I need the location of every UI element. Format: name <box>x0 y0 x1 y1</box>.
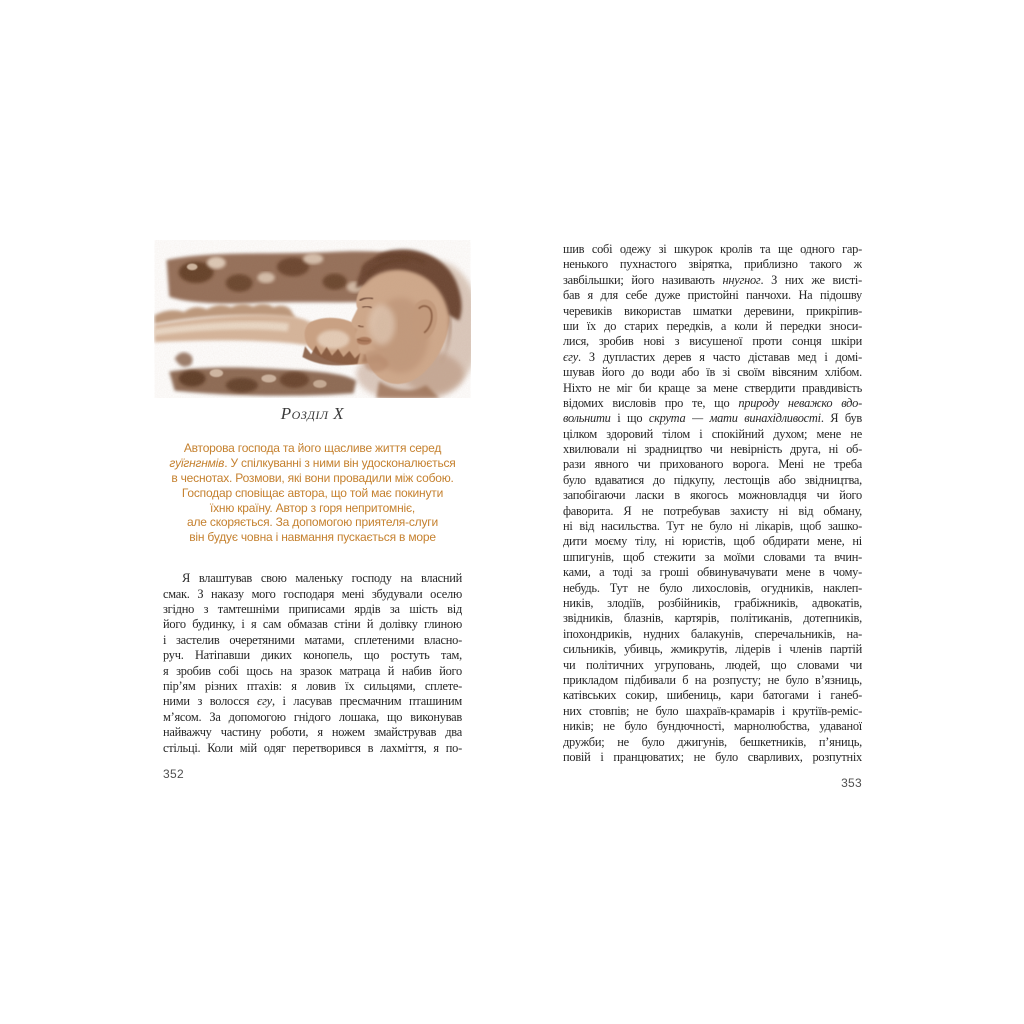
text-line: ненького пухнастого звірятка, приблизно такого ж <box>563 257 862 272</box>
text-line: лися, зробив нові з висушеної проти сонця шкіри <box>563 334 862 349</box>
text-line: бав я для себе дуже пристойні панчохи. На підошву <box>563 288 862 303</box>
text-line: Господар сповіщає автора, що той має покинути <box>181 485 444 500</box>
text-line: м’ясом. За допомогою гнідого лошака, що виконував <box>163 709 462 724</box>
text-line: небудь. Тут не було лихословів, огудників, наклеп- <box>563 580 862 595</box>
text-line: гуїгнгнмів. У спілкуванні з ними він удосконалюється <box>169 455 456 470</box>
text-line: ні від насильства. Тут не було ні лікарів, щоб зашко- <box>563 519 862 534</box>
text-line: повій і пранцюватих; не було сварливих, розпутніх <box>563 749 862 764</box>
text-line: найважчу частину роботи, я ножем змайстрував два <box>163 725 462 740</box>
text-line: завбільшки; його називають ннугног. З них же висті- <box>563 272 862 287</box>
text-line: було вдаватися до підкупу, лестощів або звідництва, <box>563 472 862 487</box>
text-line: ників; не було бундючності, марнолюбства, удаваної <box>563 719 862 734</box>
text-line: і застелив очеретяними матами, сплетеними власно- <box>163 632 462 647</box>
text-line: стільці. Коли мій одяг перетворився в лахміття, я по- <box>163 740 462 755</box>
text-line: вольнити і що скрута — мати винахідливості. Я був <box>563 411 862 426</box>
text-line: смак. З наказу мого господаря мені збудували оселю <box>163 586 462 601</box>
man-kissing-horse-hoof-drawing <box>154 240 471 398</box>
text-line: Ніхто не міг би краще за мене ствердити правдивість <box>563 380 862 395</box>
right-page <box>563 242 862 790</box>
text-line: запобігаючи ласки в якогось можновладця чи його <box>563 488 862 503</box>
text-line: звідників, блазнів, картярів, політиканів, дотепників, <box>563 611 862 626</box>
text-line: його будинку, і я сам обмазав стіни й долівку глиною <box>163 617 462 632</box>
text-line: я зробив собі щось на зразок матраца й набив його <box>163 663 462 678</box>
text-line: іпохондриків, нудних балакунів, сперечальників, на- <box>563 626 862 641</box>
text-line: ними з волосся єгу, і ласував пресмачним пташиним <box>163 694 462 709</box>
text-line: фаворита. Я не потребував захисту ні від обману, <box>563 503 862 518</box>
text-line: ши їх до старих передків, а коли й передки зноси- <box>563 318 862 333</box>
text-line: в чеснотах. Розмови, які вони провадили між собою. <box>171 470 454 485</box>
text-line: катівських сокир, шибениць, кари батогами і ганеб- <box>563 688 862 703</box>
left-body-text <box>163 571 462 756</box>
page-number-right: 353 <box>841 776 862 791</box>
text-line: відомих висловів про те, що природу неважко вдо- <box>563 395 862 410</box>
left-page <box>163 240 462 781</box>
text-line: них стовпів; не було шахраїв-крамарів і крутіїв-реміс- <box>563 703 862 718</box>
text-line: рази явного чи прихованого ворога. Мені не треба <box>563 457 862 472</box>
text-line: черевиків використав шматки деревини, прикріпив- <box>563 303 862 318</box>
text-line: шував його до води або їв зі своїм вівсяним хлібом. <box>563 365 862 380</box>
text-line: шпигунів, щоб стежити за моїми словами та вчин- <box>563 549 862 564</box>
text-line: Авторова господа та його щасливе життя серед <box>183 441 442 455</box>
text-line: він будує човна і навмання пускається в море <box>189 530 436 545</box>
chapter-title: Розділ X <box>280 404 345 423</box>
text-line: шив собі одежу зі шкурок кролів та ще одного гар- <box>563 242 862 256</box>
right-body-text <box>563 242 862 765</box>
chapter-summary <box>163 441 462 545</box>
text-line: ками, а тоді за гроші обвинувачувати мене в чому- <box>563 565 862 580</box>
text-line: дружби; не було джигунів, бешкетників, п’яниць, <box>563 734 862 749</box>
page-number-left: 352 <box>163 766 184 781</box>
text-line: згідно з тамтешніми приписами ярдів за шість від <box>163 602 462 617</box>
text-line: але скоряється. За допомогою приятеля-слуги <box>187 515 438 530</box>
text-line: цілком здоровий тілом і спокійний духом; мене не <box>563 426 862 441</box>
chapter-illustration <box>154 240 471 398</box>
text-line: єгу. З дупластих дерев я часто діставав мед і домі- <box>563 349 862 364</box>
text-line: їхню країну. Автор з горя непритомніє, <box>209 500 416 515</box>
text-line: пір’ям різних птахів: я ловив їх сильцями, сплете- <box>163 678 462 693</box>
text-line: ників, злодіїв, розбійників, грабіжників, адвокатів, <box>563 595 862 610</box>
text-line: дити моєму тілу, ні юристів, щоб обдирати мене, ні <box>563 534 862 549</box>
text-line: прикладом підбивали б на розпусту; не було в’язниць, <box>563 672 862 687</box>
text-line: руч. Натіпавши диких конопель, що ростуть там, <box>163 648 462 663</box>
text-line: сильників, убивць, жмикрутів, лідерів і членів партій <box>563 642 862 657</box>
text-line: хвилювали ні зрадництво чи невірність друга, ні об- <box>563 442 862 457</box>
text-line: чи політичних угруповань, людей, що словами чи <box>563 657 862 672</box>
text-line: Я влаштував свою маленьку господу на власний <box>182 571 462 586</box>
